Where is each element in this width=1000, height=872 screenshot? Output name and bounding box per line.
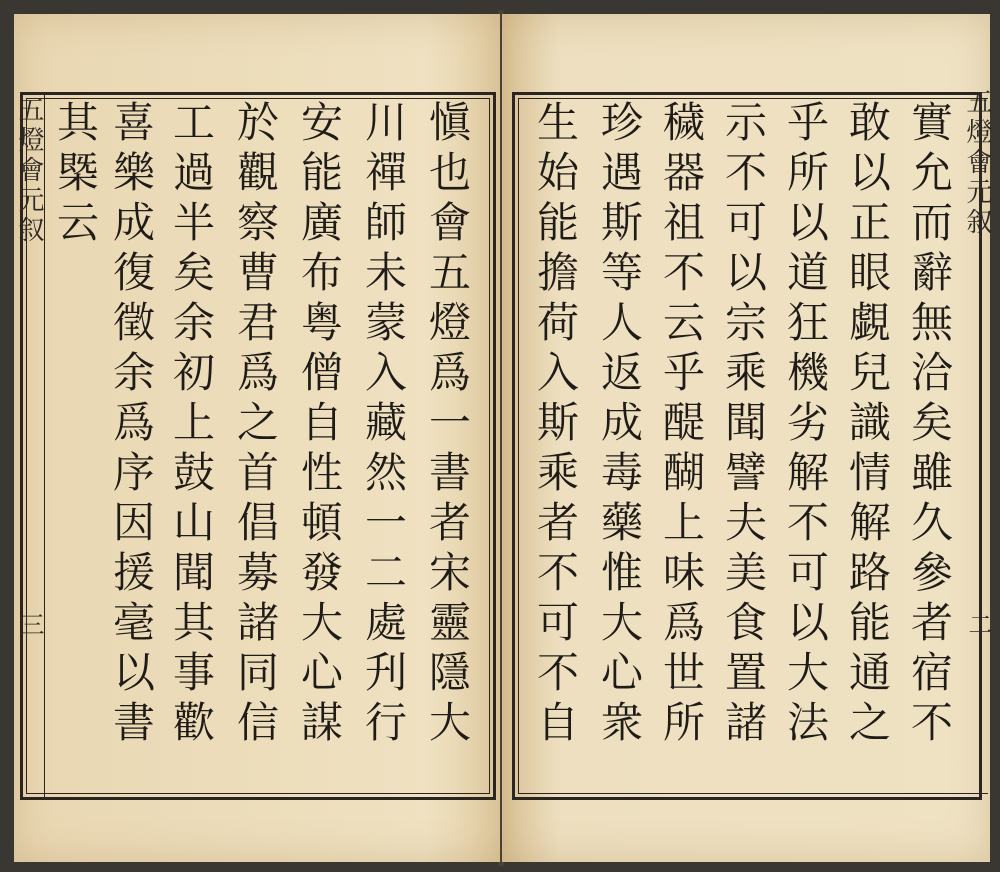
left-column-4: 於觀察曹君爲之首倡募諸同信 (231, 100, 280, 750)
left-column-7: 其槩云 (51, 100, 100, 250)
right-column-2: 敢以正眼覷兒識情解路能通之 (843, 100, 892, 750)
right-column-3: 乎所以道狂機劣解不可以大法 (781, 100, 830, 750)
left-margin-title: 五燈會元叙 (14, 96, 44, 246)
left-column-1: 愼也會五燈爲一書者宋靈隱大 (423, 100, 472, 750)
left-column-3: 安能廣布粤僧自性頓發大心謀 (295, 100, 344, 750)
right-margin-title: 五燈會元叙 (962, 88, 992, 238)
right-column-5: 穢器祖不云乎醍醐上味爲世所 (657, 100, 706, 750)
left-column-5: 工過半矣余初上鼓山聞其事歡 (167, 100, 216, 750)
left-column-2: 川禪師未蒙入藏然一二處刋行 (359, 100, 408, 750)
right-column-4: 示不可以宗乘聞譬夫美食置諸 (719, 100, 768, 750)
right-column-7: 生始能擔荷入斯乘者不可不自 (531, 100, 580, 750)
left-margin-rule (44, 92, 45, 800)
left-column-6: 喜樂成復徵余爲序因援毫以書 (107, 100, 156, 750)
right-page-number: 二 (964, 612, 992, 636)
left-page-number: 三 (16, 612, 44, 636)
right-column-1: 實允而辭無洽矣雖久參者宿不 (905, 100, 954, 750)
right-column-6: 珍遇斯等人返成毒藥惟大心衆 (595, 100, 644, 750)
